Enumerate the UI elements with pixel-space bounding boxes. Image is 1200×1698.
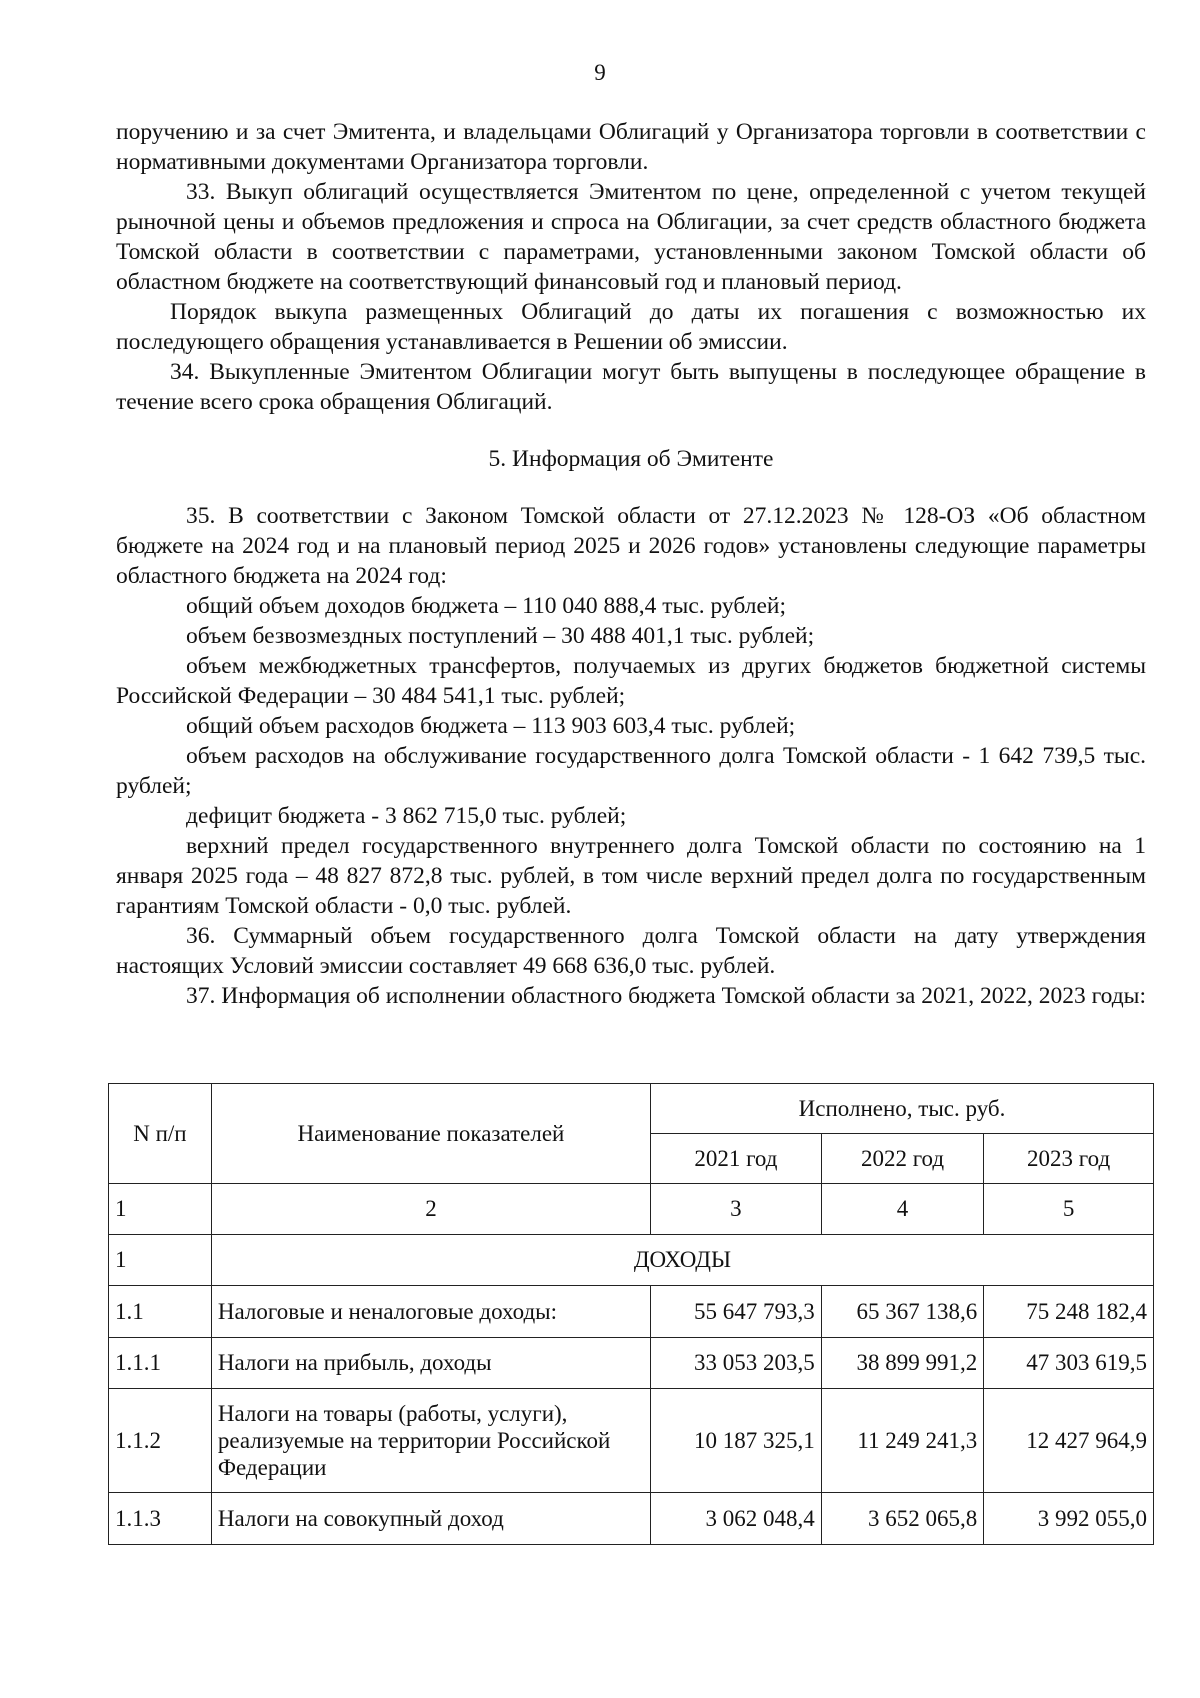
budget-debt-limit: верхний предел государственного внутреннего долга Томской области по состоянию на 1 января 2025 года – 48 827 872,8 тыс. рублей, в том числе верхний предел долга по государственным гарантиям Томской области - 0,0 тыс. рублей. — [116, 833, 1146, 919]
row-value-2021: 55 647 793,3 — [651, 1286, 822, 1338]
row-value-2021: 10 187 325,1 — [651, 1389, 822, 1493]
paragraph: поручению и за счет Эмитента, и владельцами Облигаций у Организатора торговли в соответствии с нормативными документами Организатора торговли. — [116, 119, 1146, 175]
row-value-2021: 3 062 048,4 — [651, 1493, 822, 1545]
budget-debt-service: объем расходов на обслуживание государственного долга Томской области - 1 642 739,5 тыс. рублей; — [116, 743, 1146, 799]
row-value-2022: 3 652 065,8 — [821, 1493, 984, 1545]
row-name: Налоги на товары (работы, услуги), реализуемые на территории Российской Федерации — [211, 1389, 650, 1493]
section-title: ДОХОДЫ — [211, 1235, 1153, 1286]
paragraph-35: 35. В соответствии с Законом Томской области от 27.12.2023 № 128-ОЗ «Об областном бюджете на 2024 год и на плановый период 2025 и 2026 годов» установлены следующие параметры областного бюджета на 2024 год: — [116, 503, 1146, 589]
page-number: 9 — [594, 60, 606, 85]
table-column-numbers-row — [109, 1184, 1154, 1235]
row-value-2021: 33 053 203,5 — [651, 1338, 822, 1389]
row-name: Налоговые и неналоговые доходы: — [211, 1286, 650, 1338]
paragraph-33: 33. Выкуп облигаций осуществляется Эмитентом по цене, определенной с учетом текущей рыночной цены и объемов предложения и спроса на Облигации, за счет средств областного бюджета Томской области в соответствии с параметрами, установленными законом Томской области об областном бюджете на соответствующий финансовый год и плановый период. — [116, 179, 1146, 295]
col-number: 5 — [984, 1184, 1154, 1235]
section-heading: 5. Информация об Эмитенте — [488, 446, 774, 472]
row-num: 1.1.3 — [109, 1493, 212, 1545]
header-year-2021: 2021 год — [651, 1134, 822, 1184]
col-number: 4 — [821, 1184, 984, 1235]
row-name: Налоги на прибыль, доходы — [211, 1338, 650, 1389]
row-num: 1.1.2 — [109, 1389, 212, 1493]
table-row — [109, 1338, 1154, 1389]
row-value-2023: 47 303 619,5 — [984, 1338, 1154, 1389]
row-value-2023: 12 427 964,9 — [984, 1389, 1154, 1493]
header-executed: Исполнено, тыс. руб. — [651, 1084, 1154, 1134]
row-num: 1.1.1 — [109, 1338, 212, 1389]
row-value-2023: 75 248 182,4 — [984, 1286, 1154, 1338]
paragraph-34: 34. Выкупленные Эмитентом Облигации могут быть выпущены в последующее обращение в течение всего срока обращения Облигаций. — [116, 359, 1146, 415]
header-name: Наименование показателей — [211, 1084, 650, 1184]
row-name: Налоги на совокупный доход — [211, 1493, 650, 1545]
header-num: N п/п — [109, 1084, 212, 1184]
budget-total-expenses: общий объем расходов бюджета – 113 903 603,4 тыс. рублей; — [186, 713, 796, 739]
col-number: 2 — [211, 1184, 650, 1235]
budget-deficit: дефицит бюджета - 3 862 715,0 тыс. рублей; — [186, 803, 627, 829]
row-num: 1.1 — [109, 1286, 212, 1338]
row-value-2023: 3 992 055,0 — [984, 1493, 1154, 1545]
table-row — [109, 1389, 1154, 1493]
table-section-row — [109, 1235, 1154, 1286]
budget-total-revenue: общий объем доходов бюджета – 110 040 888,4 тыс. рублей; — [186, 593, 787, 619]
budget-gratuitous-receipts: объем безвозмездных поступлений – 30 488 401,1 тыс. рублей; — [186, 623, 815, 649]
paragraph-buyback-order: Порядок выкупа размещенных Облигаций до даты их погашения с возможностью их последующего обращения устанавливается в Решении об эмиссии. — [116, 299, 1146, 355]
budget-interbudget-transfers: объем межбюджетных трансфертов, получаемых из других бюджетов бюджетной системы Российской Федерации – 30 484 541,1 тыс. рублей; — [116, 653, 1146, 709]
section-num: 1 — [109, 1235, 212, 1286]
col-number: 3 — [651, 1184, 822, 1235]
paragraph-37: 37. Информация об исполнении областного бюджета Томской области за 2021, 2022, 2023 годы: — [186, 983, 1146, 1009]
table-row — [109, 1286, 1154, 1338]
paragraph-36: 36. Суммарный объем государственного долга Томской области на дату утверждения настоящих Условий эмиссии составляет 49 668 636,0 тыс. рублей. — [116, 923, 1146, 979]
table-header-row — [109, 1084, 1154, 1134]
table-row — [109, 1493, 1154, 1545]
header-year-2023: 2023 год — [984, 1134, 1154, 1184]
header-year-2022: 2022 год — [821, 1134, 984, 1184]
col-number: 1 — [109, 1184, 212, 1235]
row-value-2022: 11 249 241,3 — [821, 1389, 984, 1493]
row-value-2022: 65 367 138,6 — [821, 1286, 984, 1338]
body-text — [116, 117, 1146, 1011]
row-value-2022: 38 899 991,2 — [821, 1338, 984, 1389]
budget-execution-table — [108, 1083, 1154, 1545]
